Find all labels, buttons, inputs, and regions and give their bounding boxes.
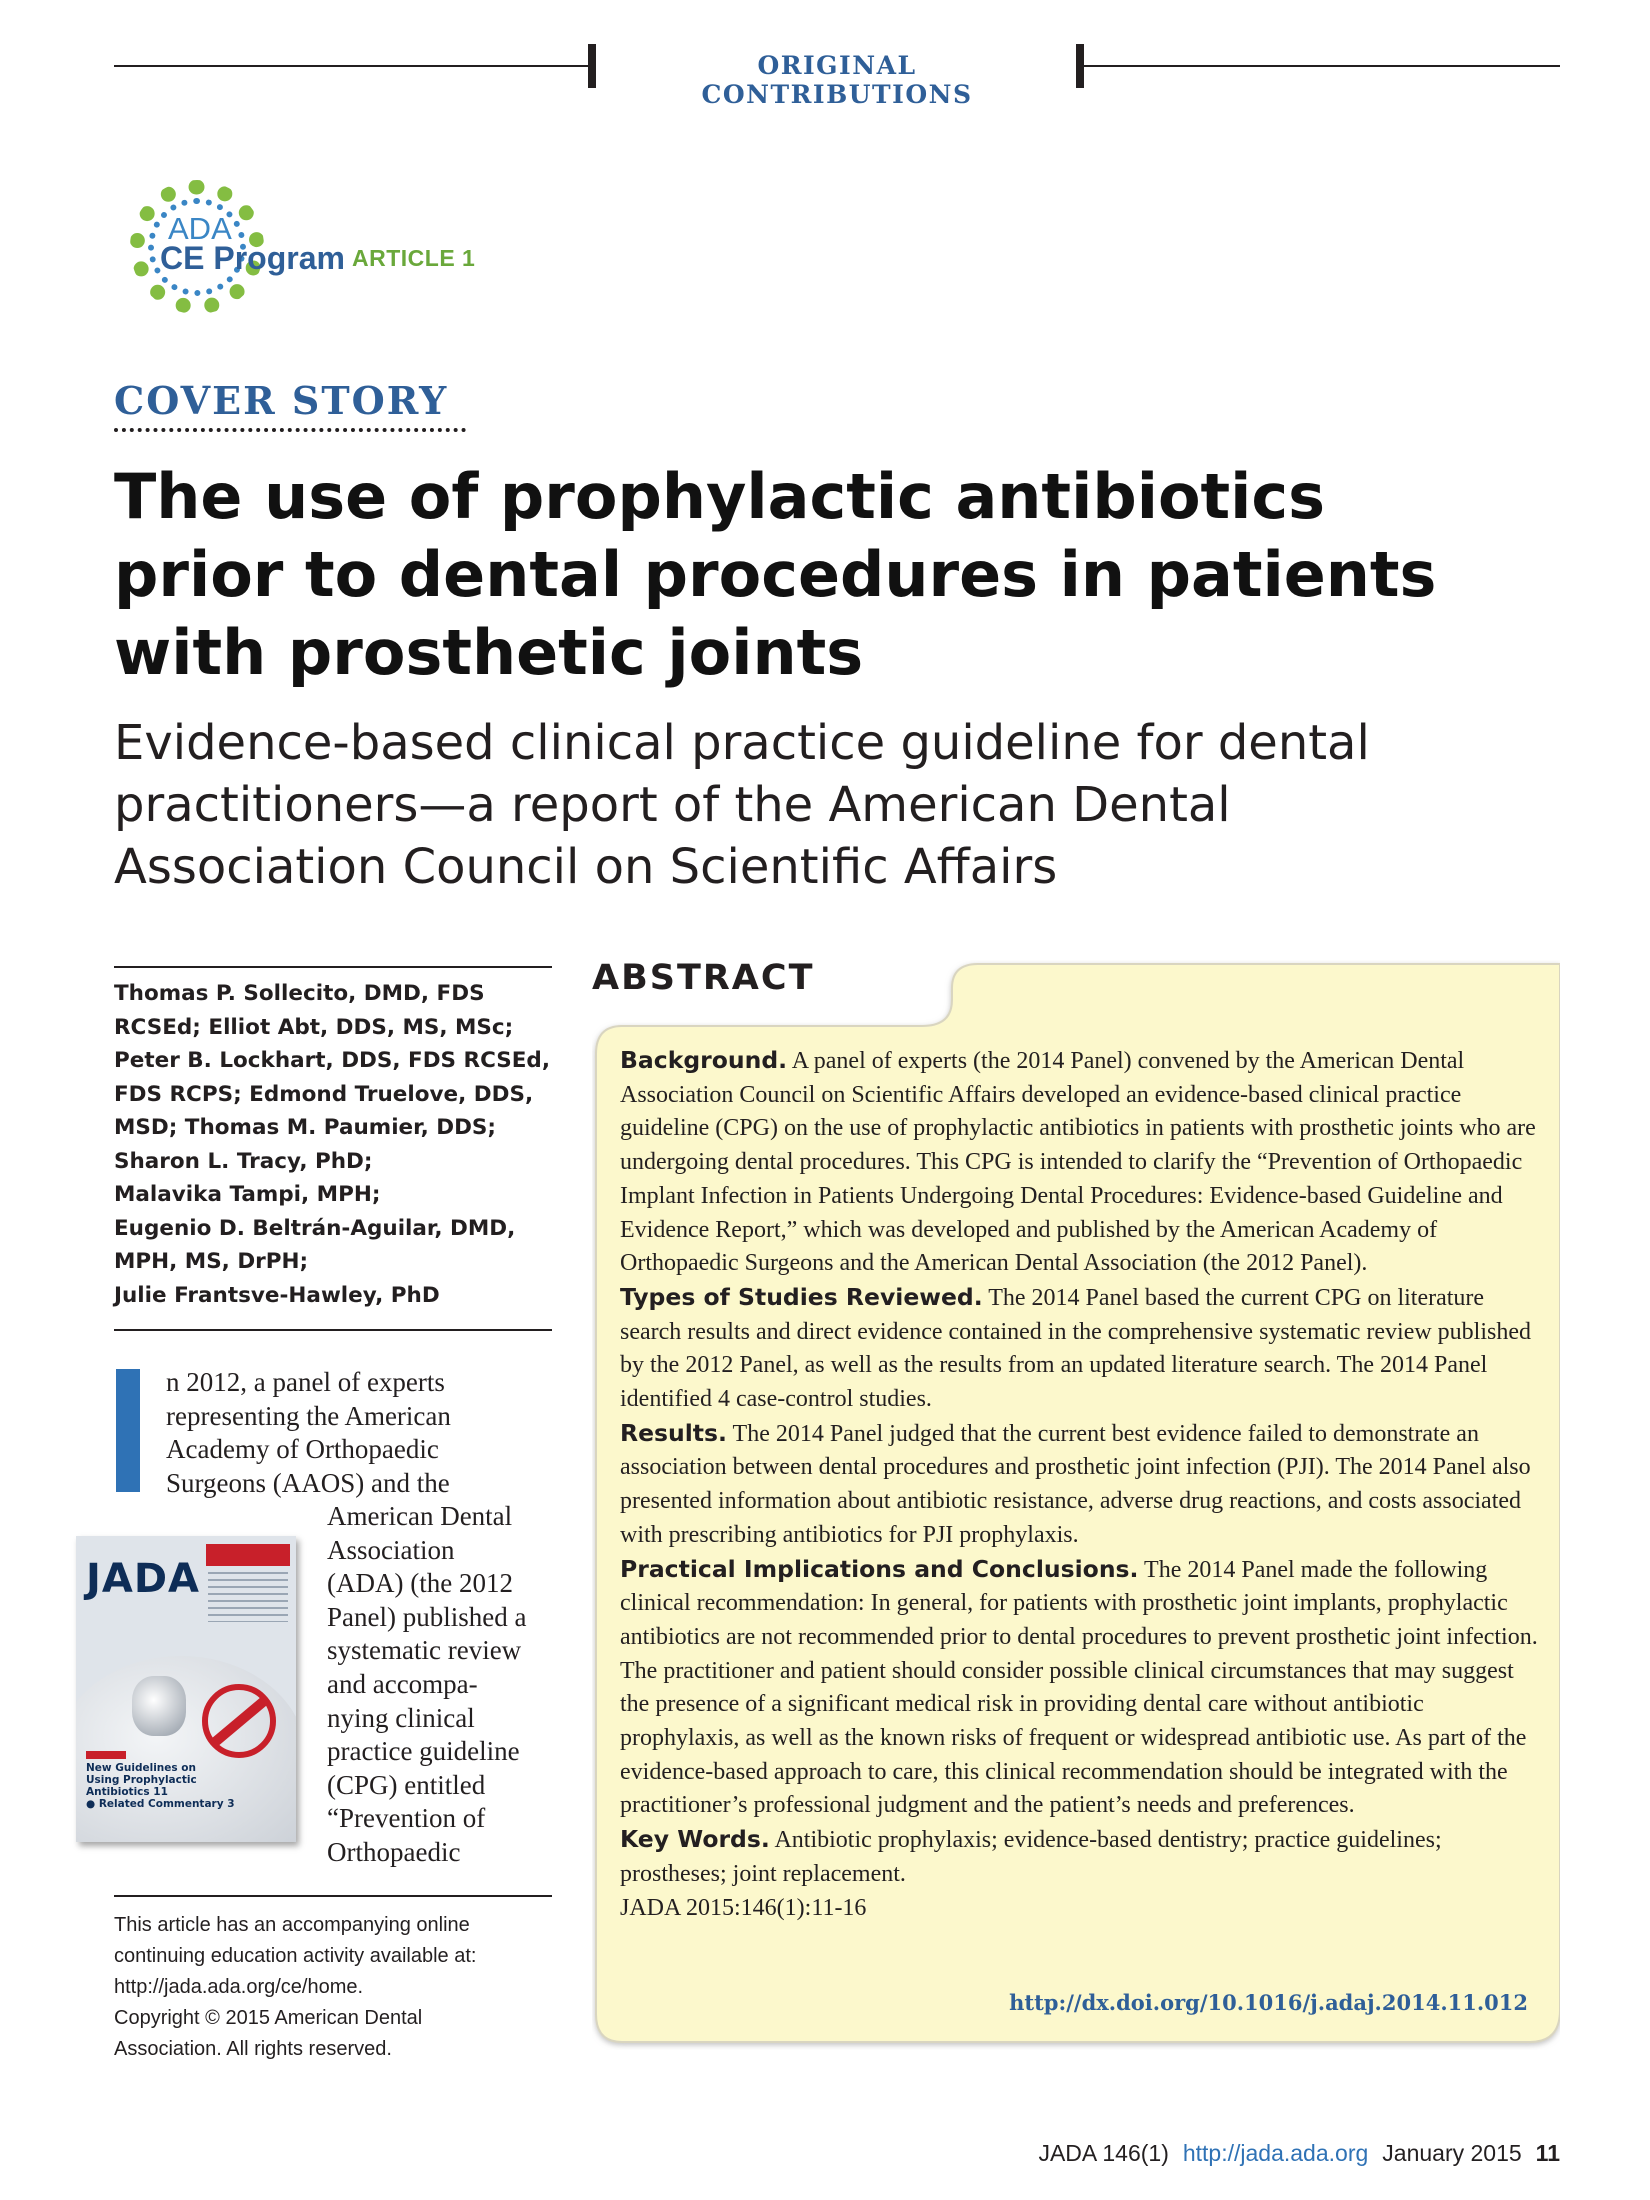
article-title: [114, 458, 1564, 692]
abstract-label: Background.: [620, 1046, 788, 1074]
author-line: MPH, MS, DrPH;: [114, 1249, 309, 1274]
abstract-label: Results.: [620, 1418, 727, 1447]
cover-joint-icon: [132, 1676, 186, 1736]
header-rule-left: [114, 65, 594, 67]
intro-line: Orthopaedic: [327, 1837, 461, 1867]
abstract-paragraph: A panel of experts (the 2014 Panel) convened by the American Dental Association Council on Scientific Affairs developed an evidence-based clinical practice guideline (CPG) on the use of prophylactic antibiotics in patients with prosthetic joints who are undergoing dental procedures. This CPG is intended to clarify the “Prevention of Orthopaedic Implant Infection in Patients Undergoing Dental Procedures: Evidence-based Guideline and Evidence Report,” which was developed and published by the American Academy of Orthopaedic Surgeons and the American Dental Association (the 2012 Panel).: [620, 1048, 1536, 1277]
section-heading: ORIGINAL CONTRIBUTIONS: [701, 51, 973, 109]
intro-line: Academy of Orthopaedic: [166, 1434, 439, 1464]
copyright-line: Copyright © 2015 American Dental: [114, 2007, 423, 2029]
cover-caption: New Guidelines on Using Prophylactic Antibiotics 11 ● Related Commentary 3: [86, 1762, 235, 1810]
subtitle-line: practitioners—a report of the American Dental: [114, 777, 1231, 833]
subtitle-line: Association Council on Scientific Affairs: [114, 839, 1058, 895]
intro-line: and accompa-: [327, 1669, 478, 1699]
footer-journal: JADA 146(1): [1038, 2140, 1169, 2166]
intro-line: “Prevention of: [327, 1803, 486, 1833]
logo-ada-text: ADA: [168, 211, 232, 246]
abstract-implications: [620, 1553, 1540, 1824]
author-line: Eugenio D. Beltrán-Aguilar, DMD,: [114, 1215, 516, 1241]
author-line: Sharon L. Tracy, PhD;: [114, 1148, 373, 1174]
abstract-background: [620, 1044, 1540, 1281]
title-line: The use of prophylactic antibiotics: [114, 460, 1326, 533]
cover-story-label: COVER STORY: [114, 378, 449, 423]
page-number: 11: [1535, 2140, 1560, 2166]
author-line: Julie Frantsve-Hawley, PhD: [114, 1282, 440, 1308]
cover-story-dotted-rule: [114, 428, 466, 432]
author-line: RCSEd; Elliot Abt, DDS, MS, MSc;: [114, 1014, 514, 1040]
abstract-label: Types of Studies Reviewed.: [620, 1282, 983, 1311]
online-note: [114, 1910, 564, 2065]
author-line: FDS RCPS; Edmond Truelove, DDS,: [114, 1081, 534, 1107]
abstract-paragraph: The 2014 Panel made the following clinical recommendation: In general, for patients with prosthetic joint implants, prophylactic antibiotics are not recommended prior to dental procedures to prevent prosthetic joint infection. The practitioner and patient should consider possible clinical circumstances that may suggest the presence of a significant medical risk in providing dental care without antibiotic prophylaxis, as well as the known risks of frequent or widespread antibiotic use. As part of the evidence-based approach to care, this clinical recommendation should be integrated with the practitioner’s professional judgment and the patient’s needs and preferences.: [620, 1556, 1538, 1819]
author-list: [114, 977, 564, 1312]
article-number: ARTICLE 1: [352, 245, 476, 271]
abstract-paragraph: The 2014 Panel based the current CPG on literature search results and direct evidence contained in the comprehensive systematic review published by the 2012 Panel, as well as the results from an updated literature search. The 2014 Panel identified 4 case-control studies.: [620, 1284, 1532, 1413]
author-line: MSD; Thomas M. Paumier, DDS;: [114, 1115, 497, 1140]
intro-line: Panel) published a: [327, 1602, 527, 1632]
author-line: Malavika Tampi, MPH;: [114, 1182, 381, 1207]
abstract-studies: [620, 1281, 1540, 1417]
online-note-rule: [114, 1895, 552, 1897]
abstract-paragraph: The 2014 Panel judged that the current best evidence failed to demonstrate an association between dental procedures and prosthetic joint infection (PJI). The 2014 Panel also presented information about antibiotic resistance, adverse drug reactions, and costs associated with prescribing antibiotics for PJI prophylaxis.: [620, 1420, 1531, 1548]
online-note-line: This article has an accompanying online: [114, 1914, 470, 1936]
header-bar-left: [588, 44, 596, 88]
intro-line: practice guideline: [327, 1736, 520, 1766]
abstract-results: [620, 1417, 1540, 1553]
abstract-heading: ABSTRACT: [592, 958, 815, 998]
abstract-keywords: [620, 1823, 1540, 1891]
intro-line: systematic review: [327, 1635, 522, 1665]
abstract-body: [620, 1044, 1540, 1925]
author-line: Peter B. Lockhart, DDS, FDS RCSEd,: [114, 1048, 550, 1073]
online-note-link[interactable]: http://jada.ada.org/ce/home.: [114, 1976, 364, 1998]
page-footer: [960, 2140, 1560, 2167]
author-line: Thomas P. Sollecito, DMD, FDS: [114, 981, 485, 1006]
doi-link[interactable]: http://dx.doi.org/10.1016/j.adaj.2014.11.012: [1009, 1990, 1528, 2015]
abstract-label: Practical Implications and Conclusions.: [620, 1554, 1139, 1583]
cover-contents-lines: [208, 1572, 288, 1622]
title-line: prior to dental procedures in patients: [114, 538, 1437, 611]
intro-line: representing the American: [166, 1401, 451, 1431]
article-subtitle: [114, 712, 1574, 898]
cover-jada-logo: JADA: [86, 1556, 200, 1602]
cover-red-banner: [206, 1544, 290, 1566]
authors-rule-bottom: [114, 1329, 552, 1331]
logo-ce-program-text: CE Program: [160, 240, 345, 276]
authors-rule-top: [114, 966, 552, 968]
footer-url-link[interactable]: http://jada.ada.org: [1182, 2140, 1369, 2166]
intro-line: nying clinical: [327, 1703, 475, 1733]
subtitle-line: Evidence-based clinical practice guideline for dental: [114, 715, 1370, 771]
intro-line: Association: [327, 1535, 455, 1565]
title-line: with prosthetic joints: [114, 616, 864, 689]
abstract-paragraph: Antibiotic prophylaxis; evidence-based dentistry; practice guidelines; prostheses; joint replacement.: [620, 1827, 1442, 1887]
footer-date: January 2015: [1382, 2140, 1522, 2166]
jada-cover-image: [76, 1536, 296, 1842]
header-rule-right: [1082, 65, 1560, 67]
online-note-line: continuing education activity available at:: [114, 1945, 477, 1967]
intro-line: Surgeons (AAOS) and the: [166, 1468, 450, 1498]
cover-red-tag: [86, 1751, 126, 1759]
intro-line: (ADA) (the 2012: [327, 1568, 513, 1598]
abstract-citation: JADA 2015:146(1):11-16: [620, 1894, 867, 1921]
intro-line: (CPG) entitled: [327, 1770, 486, 1800]
abstract-label: Key Words.: [620, 1825, 770, 1854]
copyright-line: Association. All rights reserved.: [114, 2038, 392, 2060]
intro-line: American Dental: [327, 1501, 513, 1531]
drop-cap-i: [116, 1369, 140, 1492]
intro-line: n 2012, a panel of experts: [166, 1367, 445, 1397]
